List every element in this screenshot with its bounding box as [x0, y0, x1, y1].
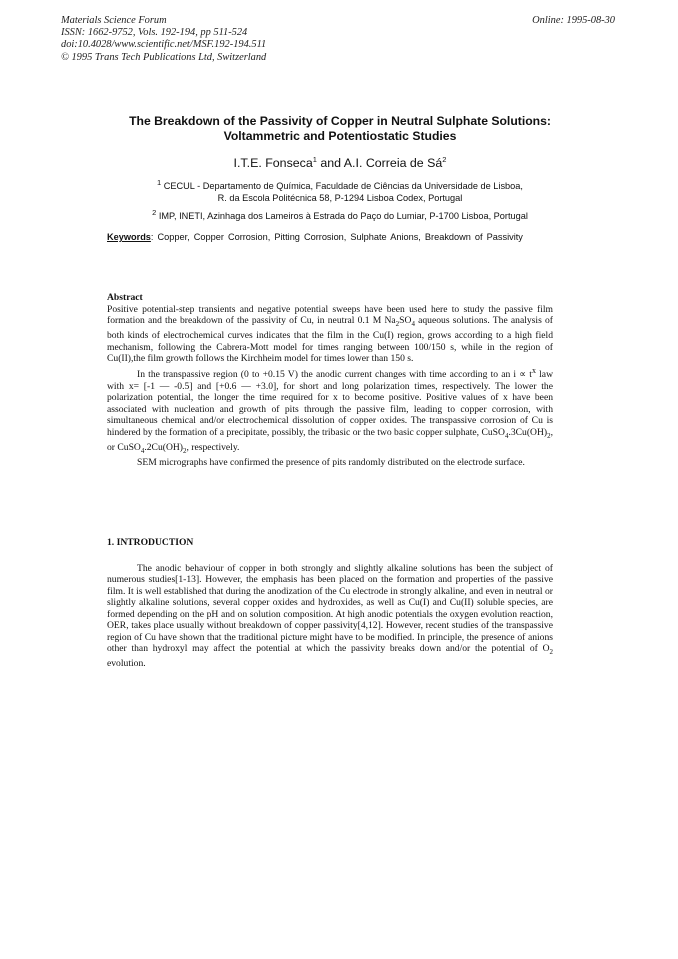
keywords-text: : Copper, Copper Corrosion, Pitting Corrosion, Sulphate Anions, Breakdown of Passivity: [150, 232, 523, 242]
abstract-section: [107, 292, 553, 469]
affil-1-mark: 1: [157, 178, 162, 187]
abstract-paragraph-2: In the transpassive region (0 to +0.15 V) the anodic current changes with time according to an $i \propto t^x$ law with x= [-1 — -0.5] and [+0.6 — +3.0], for short and long polarization times, respectively. The lower the polarization potential, the longer the time required for x to become positive. Positive values of x have been associated with nucleation and growth of pits through the passive film, leading to copper corrosion, with simultaneous chemical and/or electrochemical dissolution of copper oxides. The transpassive corrosion of Cu is hindered by the formation of a precipitate, possibly, the tribasic or the two basic copper sulphate, $CuSO_4.3Cu(OH)_2$, or $CuSO_4.2Cu(OH)_2$, respectively.: [107, 365, 553, 455]
author-1-affil-mark: 1: [312, 155, 317, 164]
affil-1-line-2: R. da Escola Politécnica 58, P-1294 Lisboa Codex, Portugal: [217, 193, 463, 204]
header-citation: [61, 15, 266, 64]
title-line-1: The Breakdown of the Passivity of Copper in Neutral Sulphate Solutions:: [129, 114, 551, 128]
abstract-heading: Abstract: [107, 292, 143, 303]
authors-and: and: [316, 156, 344, 171]
online-date: Online: 1995-08-30: [532, 15, 615, 26]
copyright-line: © 1995 Trans Tech Publications Ltd, Switzerland: [61, 51, 267, 63]
affiliation-1: [100, 177, 580, 204]
doi-link[interactable]: doi:10.4028/www.scientific.net/MSF.192-194.511: [61, 39, 267, 51]
author-2: A.I. Correia de Sá: [343, 156, 443, 171]
affil-1-line-1: CECUL - Departamento de Química, Faculdade de Ciências da Universidade de Lisboa,: [161, 181, 523, 192]
abstract-paragraph-3: SEM micrographs have confirmed the presence of pits randomly distributed on the electrode surface.: [137, 457, 525, 469]
abstract-paragraph-1: Positive potential-step transients and negative potential sweeps have been used here to study the passive film formation and the breakdown of the passivity of Cu, in neutral 0.1 M $Na_2SO_4$ aqueous solutions. The analysis of both kinds of electrochemical curves indicates that the film in the Cu(I) region, grows according to a high field mechanism, following the Cabrera-Mott model for times ranging between 100/150 s, while in the region of Cu(II),the film growth follows the Kirchheim model for times lower than 150 s.: [107, 303, 553, 365]
introduction-heading: 1. INTRODUCTION: [107, 537, 194, 548]
author-1: I.T.E. Fonseca: [233, 156, 313, 171]
introduction-section: [107, 537, 553, 670]
affiliation-2: [100, 207, 580, 222]
affil-2-mark: 2: [152, 208, 157, 217]
paper-title: [80, 114, 600, 144]
keywords-label: Keywords: [107, 232, 151, 242]
keywords: [107, 231, 553, 243]
issn-line: ISSN: 1662-9752, Vols. 192-194, pp 511-524: [61, 27, 248, 39]
authors: [80, 152, 600, 171]
author-2-affil-mark: 2: [442, 155, 447, 164]
affil-2-line-1: IMP, INETI, Azinhaga dos Lameiros à Estrada do Paço do Lumiar, P-1700 Lisboa, Portugal: [156, 211, 528, 222]
introduction-paragraph-1: The anodic behaviour of copper in both strongly and slightly alkaline solutions has been the subject of numerous studies[1-13]. However, the emphasis has been placed on the formation and properties of the passive film. It is well established that during the anodization of the Cu electrode in strongly alkaline, and even in neutral or slightly alkaline solutions, several copper oxides and hydroxides, as well as Cu(I) and Cu(II) soluble species, are formed depending on the pH and on solution composition. At high anodic potentials the oxygen evolution reaction, OER, takes place usually without breakdown of copper passivity[4,12]. However, recent studies of the transpassive region of Cu have shown that the traditional picture might have to be modified. In principle, the presence of anions other than hydroxyl may affect the potential at which the passivity breaks down and/or the potential of $O_2$ evolution.: [107, 562, 553, 670]
journal-name: Materials Science Forum: [61, 15, 167, 26]
title-line-2: Voltammetric and Potentiostatic Studies: [223, 129, 457, 143]
